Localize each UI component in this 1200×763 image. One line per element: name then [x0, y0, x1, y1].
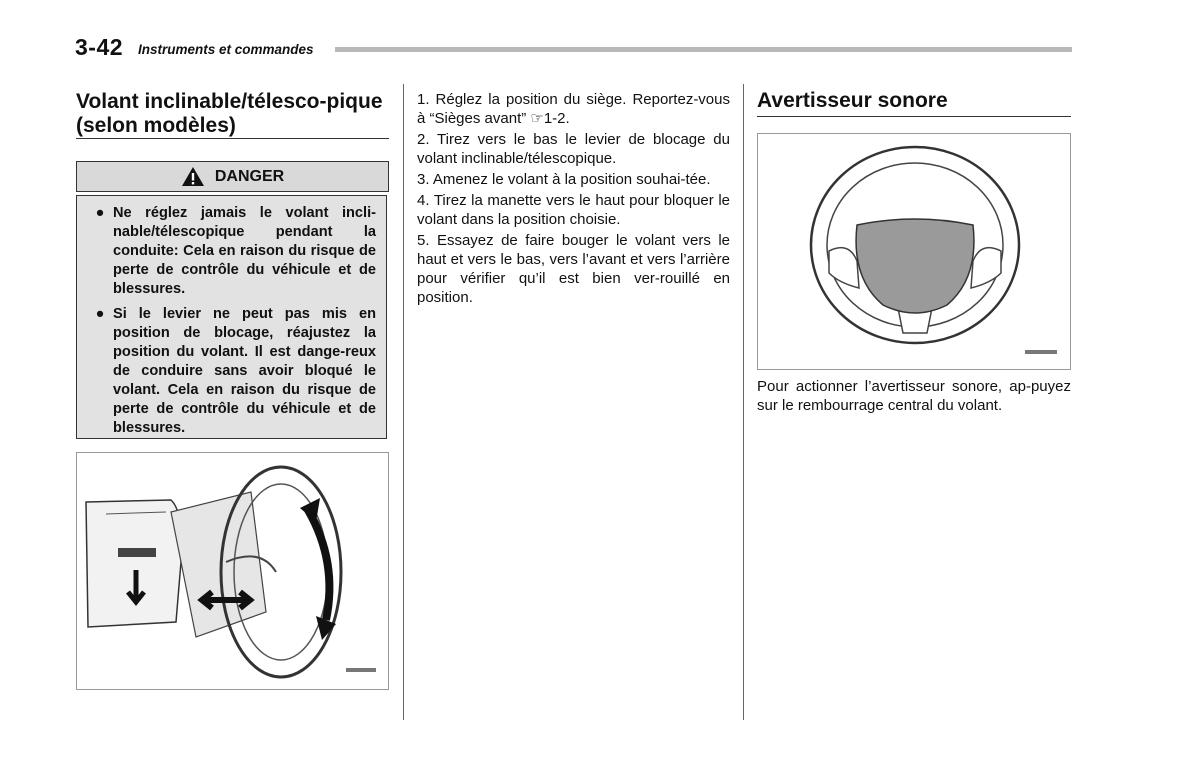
section-title-horn: Avertisseur sonore — [757, 89, 948, 112]
danger-item — [87, 204, 376, 299]
bullet-icon: ● — [95, 205, 105, 221]
danger-label: DANGER — [214, 167, 285, 185]
title-rule — [76, 138, 389, 139]
steering-wheel-horn-illustration — [757, 133, 1071, 370]
warning-triangle-icon — [181, 166, 205, 187]
title-rule — [757, 116, 1071, 117]
danger-header — [76, 161, 389, 192]
column-divider — [403, 84, 404, 720]
horn-instruction-text: Pour actionner l’avertisseur sonore, ap-puyez sur le rembourrage central du volant. — [757, 378, 1071, 414]
step-item: 4. Tirez la manette vers le haut pour bloquer le volant dans la position choisie. — [417, 192, 730, 228]
danger-item-text: Ne réglez jamais le volant incli-nable/télescopique pendant la conduite: Cela en raison du risque de perte de contrôle du véhicule et de blessures. — [113, 205, 376, 297]
bullet-icon: ● — [95, 306, 105, 322]
tilt-telescopic-steering-illustration — [76, 452, 389, 690]
steps-list — [417, 90, 730, 309]
step-item: 1. Réglez la position du siège. Reportez-vous à “Sièges avant” ☞1-2. — [417, 91, 730, 127]
danger-box — [76, 195, 387, 439]
step-item: 5. Essayez de faire bouger le volant vers le haut et vers le bas, vers l’avant et vers l’arrière pour vérifier qu’il est bien ver-rouillé en position. — [417, 232, 730, 306]
header-bar — [335, 47, 1072, 52]
section-title-steering: Volant inclinable/télesco-pique (selon modèles) — [76, 90, 383, 137]
chapter-title: Instruments et commandes — [138, 42, 314, 57]
step-item: 3. Amenez le volant à la position souhai-tée. — [417, 171, 711, 188]
column-divider — [743, 84, 744, 720]
danger-item-text: Si le levier ne peut pas mis en position de blocage, réajustez la position du volant. Il est dange-reux de conduire sans avoir bloqué le volant. Cela en raison du risque de perte de contrôle du véhicule et de blessures. — [113, 306, 376, 436]
page-number: 3-42 — [75, 34, 124, 60]
danger-item — [87, 305, 376, 438]
step-item: 2. Tirez vers le bas le levier de blocage du volant inclinable/télescopique. — [417, 131, 730, 167]
